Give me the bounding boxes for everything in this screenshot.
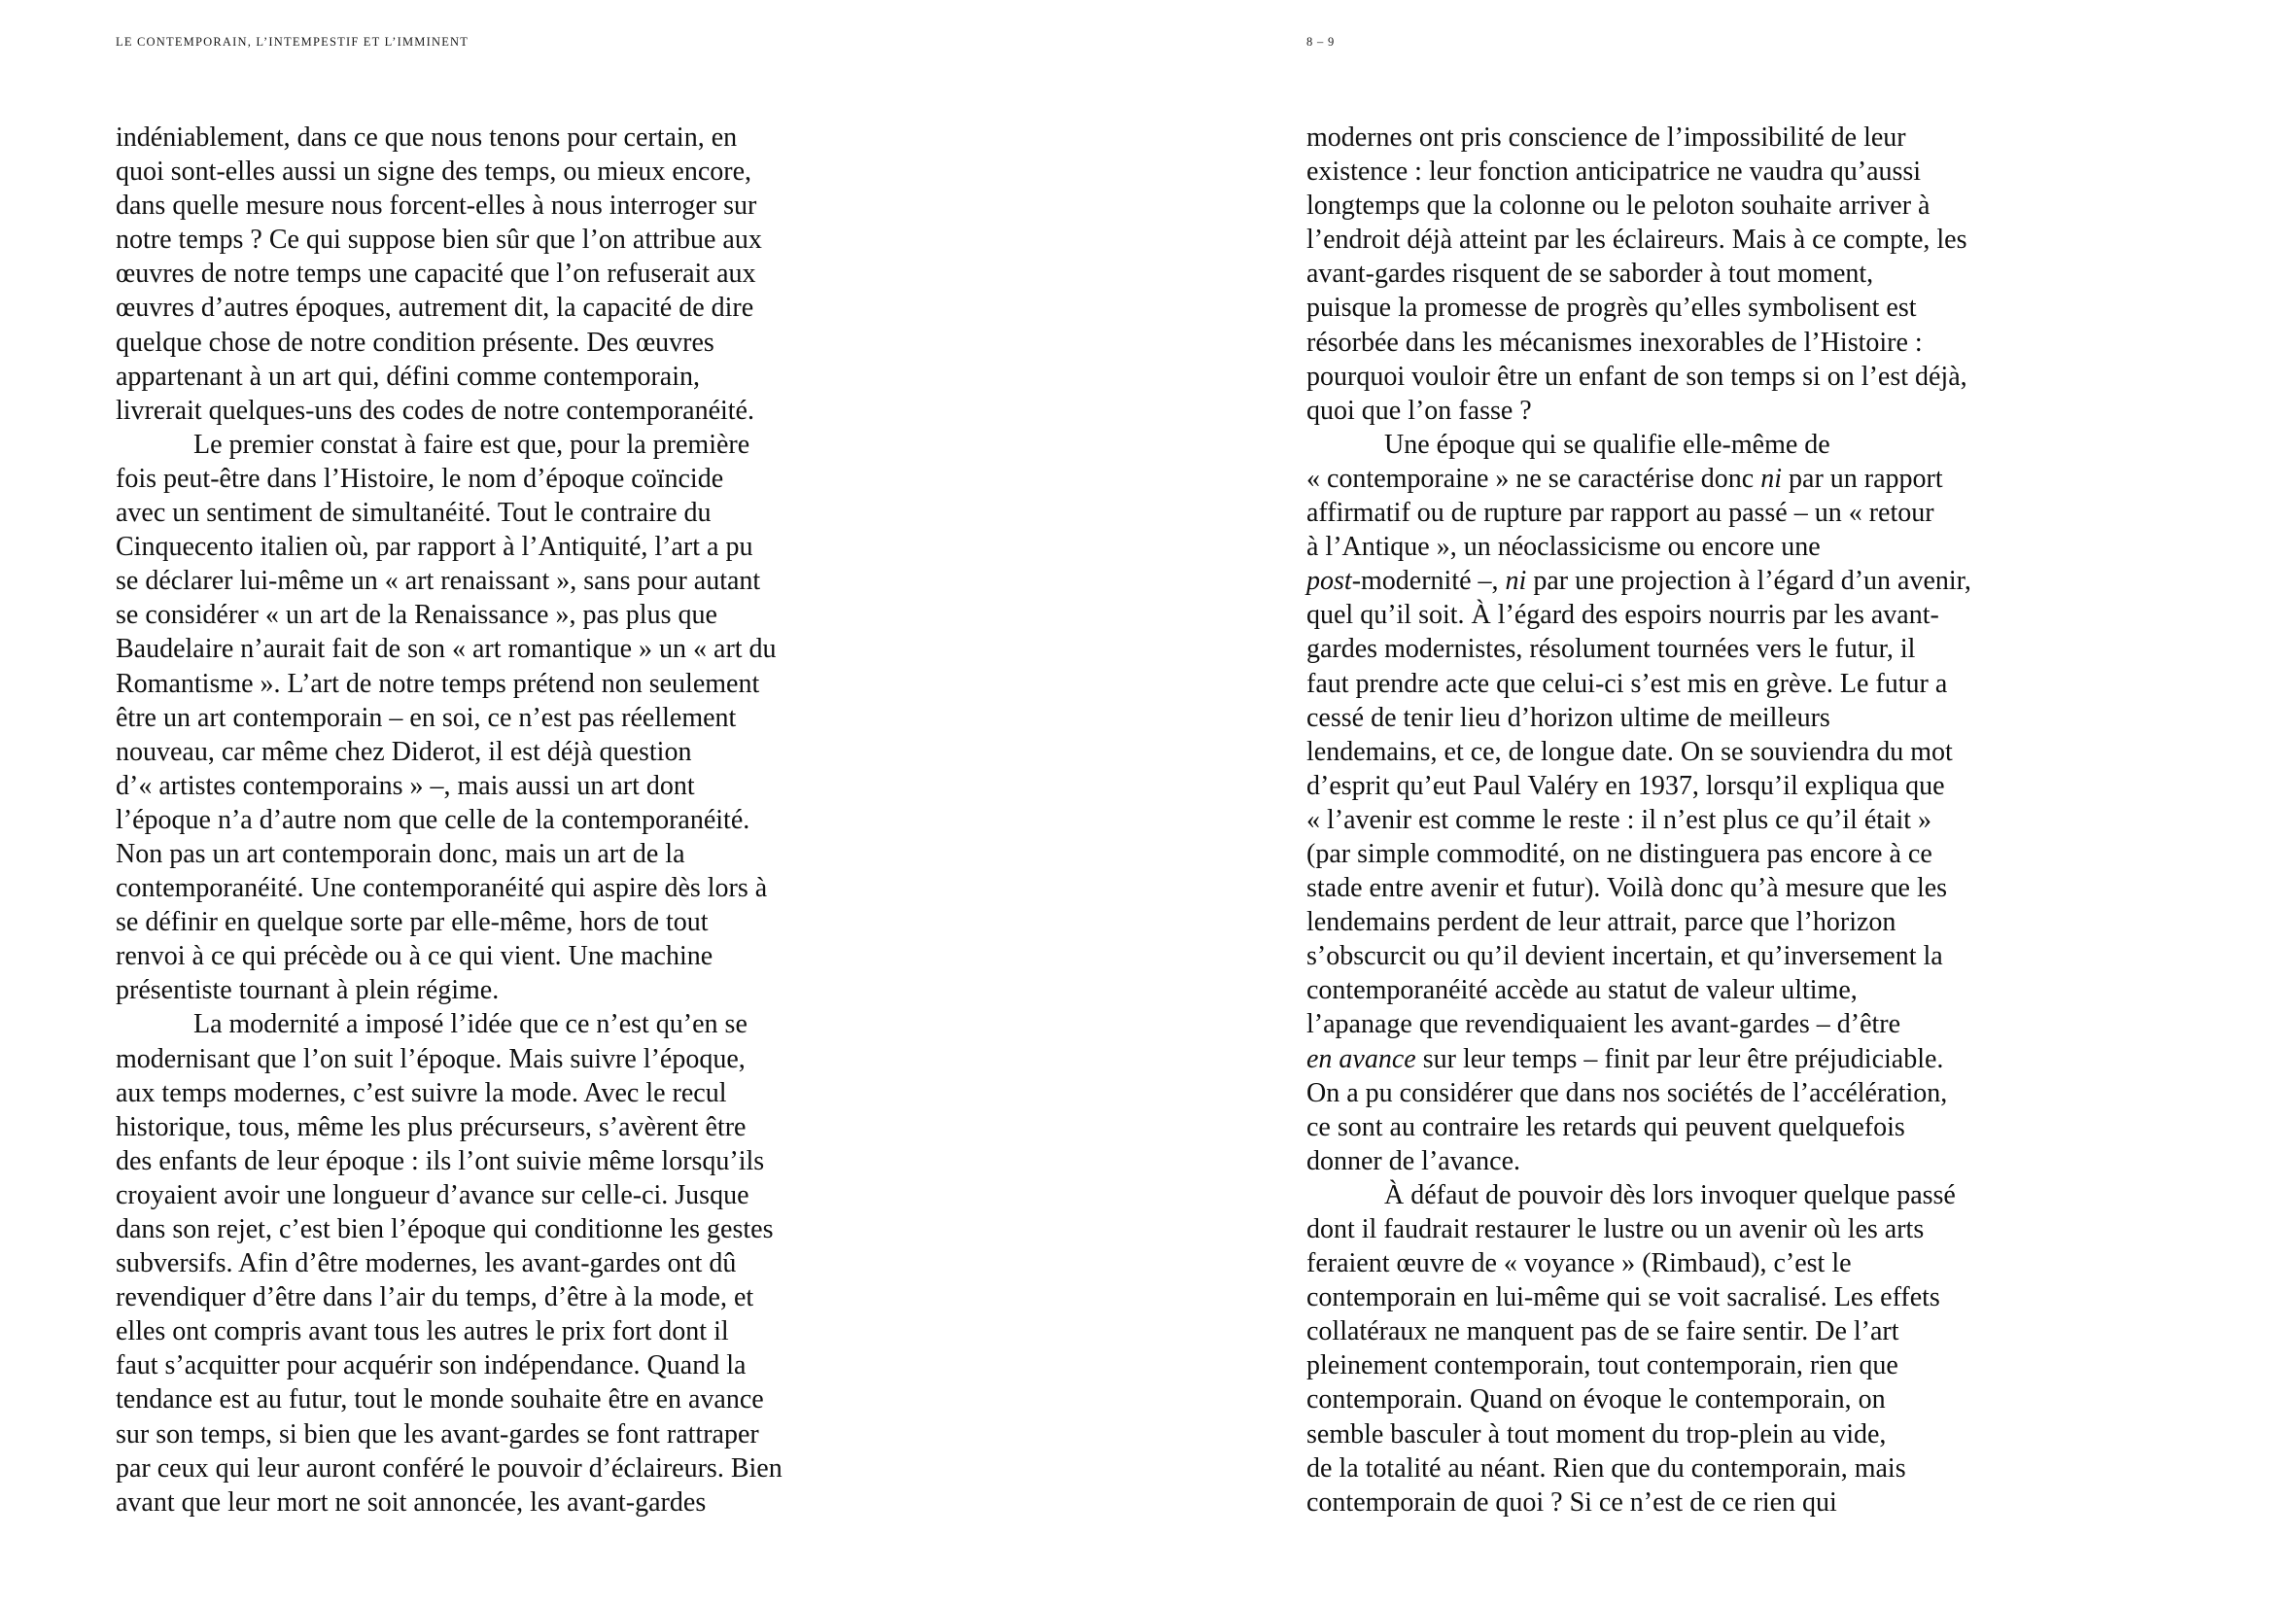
text-line: nouveau, car même chez Diderot, il est déjà question xyxy=(116,736,692,767)
paragraph-start-line: À défaut de pouvoir dès lors invoquer quelque passé xyxy=(1384,1179,1956,1210)
text-line: s’obscurcit ou qu’il devient incertain, et qu’inversement la xyxy=(1306,941,1943,972)
text-line: contemporanéité. Une contemporanéité qui aspire dès lors à xyxy=(116,873,768,904)
text-line xyxy=(1306,564,2031,598)
text-line: semble basculer à tout moment du trop-plein au vide, xyxy=(1306,1418,1887,1450)
text-line: d’« artistes contemporains » –, mais aussi un art dont xyxy=(116,770,695,801)
text-line: notre temps ? Ce qui suppose bien sûr que l’on attribue aux xyxy=(116,225,762,256)
text-line: par ceux qui leur auront conféré le pouvoir d’éclaireurs. Bien xyxy=(116,1452,783,1484)
text-line: des enfants de leur époque : ils l’ont suivie même lorsqu’ils xyxy=(116,1145,765,1176)
text-run: par une projection à l’égard d’un avenir, xyxy=(1526,566,1971,597)
text-line: On a pu considérer que dans nos sociétés de l’accélération, xyxy=(1306,1077,1948,1108)
text-line: de la totalité au néant. Rien que du contemporain, mais xyxy=(1306,1452,1906,1484)
text-line: aux temps modernes, c’est suivre la mode. Avec le recul xyxy=(116,1077,727,1108)
text-line: dans quelle mesure nous forcent-elles à nous interroger sur xyxy=(116,191,757,222)
text-line: Baudelaire n’aurait fait de son « art romantique » un « art du xyxy=(116,634,777,665)
paragraph-start-line: Une époque qui se qualifie elle-même de xyxy=(1384,429,1830,460)
text-line: « l’avenir est comme le reste : il n’est plus ce qu’il était » xyxy=(1306,804,1932,835)
emphasis: ni xyxy=(1505,566,1527,597)
text-line: se définir en quelque sorte par elle-même, hors de tout xyxy=(116,907,709,938)
text-line: dans son rejet, c’est bien l’époque qui conditionne les gestes xyxy=(116,1214,774,1244)
paragraph-start-line: La modernité a imposé l’idée que ce n’est qu’en se xyxy=(193,1009,748,1040)
text-line: avec un sentiment de simultanéité. Tout le contraire du xyxy=(116,498,712,529)
text-line: cessé de tenir lieu d’horizon ultime de meilleurs xyxy=(1306,702,1830,733)
right-page-text xyxy=(1306,121,2031,1520)
text-line: indéniablement, dans ce que nous tenons pour certain, en xyxy=(116,122,738,153)
text-line: faut s’acquitter pour acquérir son indépendance. Quand la xyxy=(116,1350,747,1381)
text-line: se considérer « un art de la Renaissance », pas plus que xyxy=(116,600,717,631)
text-line: quoi sont-elles aussi un signe des temps, ou mieux encore, xyxy=(116,157,751,188)
text-line: quelque chose de notre condition présente. Des œuvres xyxy=(116,327,714,358)
text-line: l’endroit déjà atteint par les éclaireurs. Mais à ce compte, les xyxy=(1306,225,1967,256)
text-line: affirmatif ou de rupture par rapport au passé – un « retour xyxy=(1306,498,1934,529)
text-line: résorbée dans les mécanismes inexorables de l’Histoire : xyxy=(1306,327,1923,358)
text-line: œuvres de notre temps une capacité que l’on refuserait aux xyxy=(116,259,756,290)
text-line: livrerait quelques-uns des codes de notre contemporanéité. xyxy=(116,395,754,426)
text-line: Cinquecento italien où, par rapport à l’Antiquité, l’art a pu xyxy=(116,532,753,563)
text-line: croyaient avoir une longueur d’avance sur celle-ci. Jusque xyxy=(116,1179,749,1210)
text-line: contemporain. Quand on évoque le contemporain, on xyxy=(1306,1384,1886,1415)
text-line: se déclarer lui-même un « art renaissant », sans pour autant xyxy=(116,566,761,597)
text-line: modernes ont pris conscience de l’impossibilité de leur xyxy=(1306,122,1906,153)
text-line: existence : leur fonction anticipatrice ne vaudra qu’aussi xyxy=(1306,157,1922,188)
text-run: -modernité –, xyxy=(1351,566,1506,597)
text-line: collatéraux ne manquent pas de se faire sentir. De l’art xyxy=(1306,1316,1899,1347)
text-run: par un rapport xyxy=(1782,463,1943,494)
text-line: contemporanéité accède au statut de valeur ultime, xyxy=(1306,975,1858,1006)
text-line: d’esprit qu’eut Paul Valéry en 1937, lorsqu’il expliqua que xyxy=(1306,770,1945,801)
text-line: tendance est au futur, tout le monde souhaite être en avance xyxy=(116,1384,764,1415)
text-line: sur son temps, si bien que les avant-gardes se font rattraper xyxy=(116,1418,759,1450)
text-line: à l’Antique », un néoclassicisme ou encore une xyxy=(1306,532,1821,563)
text-line: l’époque n’a d’autre nom que celle de la contemporanéité. xyxy=(116,804,750,835)
text-run: « contemporaine » ne se caractérise donc xyxy=(1306,463,1761,494)
text-line: donner de l’avance. xyxy=(1306,1145,1520,1176)
text-line: faut prendre acte que celui-ci s’est mis en grève. Le futur a xyxy=(1306,668,1948,699)
text-line: appartenant à un art qui, défini comme contemporain, xyxy=(116,361,701,392)
text-line xyxy=(1306,462,2031,496)
text-line: modernisant que l’on suit l’époque. Mais suivre l’époque, xyxy=(116,1043,746,1074)
text-line: quoi que l’on fasse ? xyxy=(1306,395,1532,426)
text-line: Non pas un art contemporain donc, mais un art de la xyxy=(116,838,685,869)
text-line: renvoi à ce qui précède ou à ce qui vient. Une machine xyxy=(116,941,713,972)
running-title: LE CONTEMPORAIN, L’INTEMPESTIF ET L’IMMINENT xyxy=(116,35,470,49)
text-line: l’apanage que revendiquaient les avant-gardes – d’être xyxy=(1306,1009,1901,1040)
text-run: sur leur temps – finit par leur être préjudiciable. xyxy=(1415,1043,1944,1074)
text-line: lendemains perdent de leur attrait, parce que l’horizon xyxy=(1306,907,1896,938)
text-line: Romantisme ». L’art de notre temps prétend non seulement xyxy=(116,668,760,699)
left-page-text xyxy=(116,121,835,1520)
text-line: dont il faudrait restaurer le lustre ou un avenir où les arts xyxy=(1306,1214,1925,1244)
text-line: quel qu’il soit. À l’égard des espoirs nourris par les avant- xyxy=(1306,600,1939,631)
text-line: revendiquer d’être dans l’air du temps, d’être à la mode, et xyxy=(116,1282,754,1313)
text-line: elles ont compris avant tous les autres le prix fort dont il xyxy=(116,1316,729,1347)
text-line: lendemains, et ce, de longue date. On se souviendra du mot xyxy=(1306,736,1953,767)
text-line: subversifs. Afin d’être modernes, les avant-gardes ont dû xyxy=(116,1248,737,1279)
text-line: contemporain en lui-même qui se voit sacralisé. Les effets xyxy=(1306,1282,1940,1313)
text-line: puisque la promesse de progrès qu’elles symbolisent est xyxy=(1306,293,1917,324)
text-line: pleinement contemporain, tout contemporain, rien que xyxy=(1306,1350,1898,1381)
text-line: présentiste tournant à plein régime. xyxy=(116,975,500,1006)
emphasis: post xyxy=(1306,566,1352,597)
text-line: (par simple commodité, on ne distinguera pas encore à ce xyxy=(1306,838,1932,869)
page-numbers: 8 – 9 xyxy=(1306,35,1335,49)
text-line: œuvres d’autres époques, autrement dit, la capacité de dire xyxy=(116,293,754,324)
text-line: ce sont au contraire les retards qui peuvent quelquefois xyxy=(1306,1111,1905,1142)
text-line: avant-gardes risquent de se saborder à tout moment, xyxy=(1306,259,1874,290)
text-line: stade entre avenir et futur). Voilà donc qu’à mesure que les xyxy=(1306,873,1948,904)
emphasis: en avance xyxy=(1306,1043,1416,1074)
text-line: être un art contemporain – en soi, ce n’est pas réellement xyxy=(116,702,737,733)
text-line xyxy=(1306,1042,2031,1076)
text-line: longtemps que la colonne ou le peloton souhaite arriver à xyxy=(1306,191,1931,222)
text-line: fois peut-être dans l’Histoire, le nom d’époque coïncide xyxy=(116,463,724,494)
text-line: avant que leur mort ne soit annoncée, les avant-gardes xyxy=(116,1486,707,1518)
text-line: pourquoi vouloir être un enfant de son temps si on l’est déjà, xyxy=(1306,361,1967,392)
text-line: feraient œuvre de « voyance » (Rimbaud), c’est le xyxy=(1306,1248,1852,1279)
text-line: historique, tous, même les plus précurseurs, s’avèrent être xyxy=(116,1111,747,1142)
text-line: gardes modernistes, résolument tournées vers le futur, il xyxy=(1306,634,1916,665)
text-line: contemporain de quoi ? Si ce n’est de ce rien qui xyxy=(1306,1486,1837,1518)
emphasis: ni xyxy=(1760,463,1783,494)
paragraph-start-line: Le premier constat à faire est que, pour la première xyxy=(193,429,750,460)
